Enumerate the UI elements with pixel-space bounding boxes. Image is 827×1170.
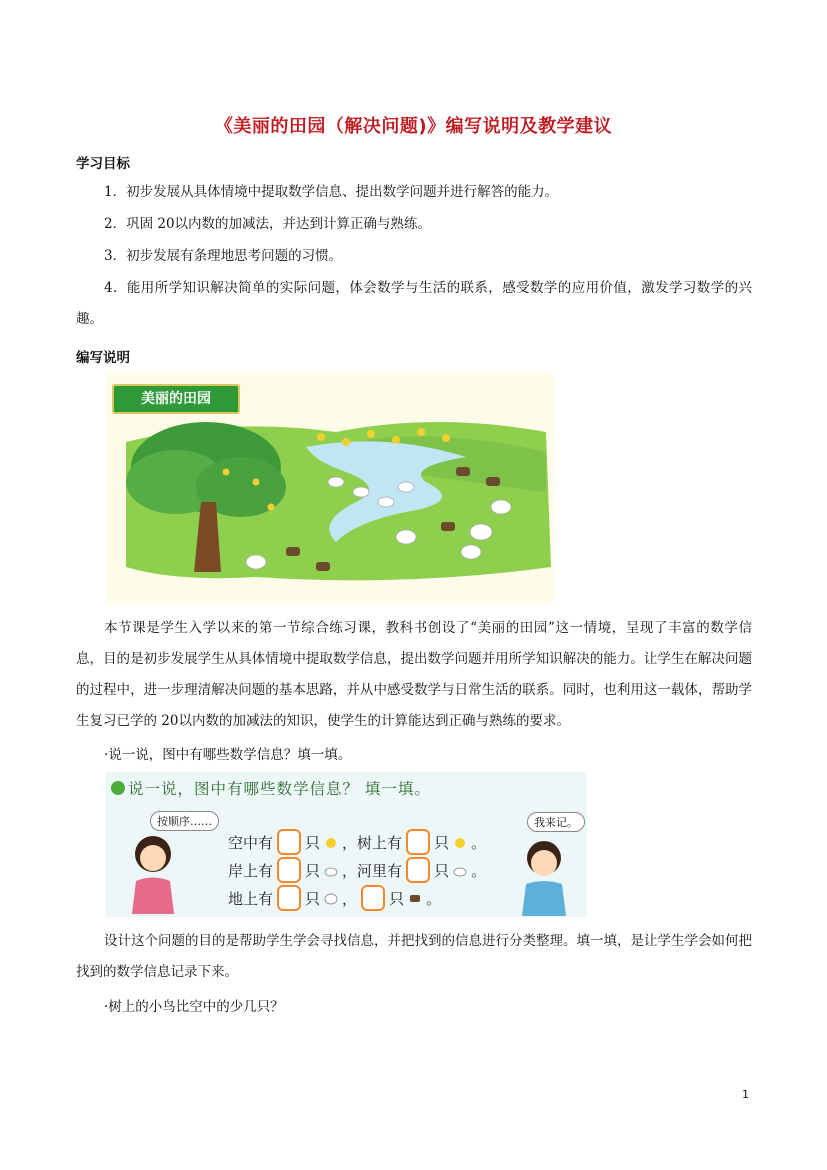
row3-unit-b: 只	[305, 889, 321, 908]
figure-label-badge: 美丽的田园	[112, 384, 240, 414]
goal-item-4: 4．能用所学知识解决简单的实际问题，体会数学与生活的联系，感受数学的应用价值，激发学习数学的兴趣。	[76, 280, 752, 327]
answer-blank[interactable]	[361, 885, 385, 911]
row1-label-c: ，树上有	[342, 833, 403, 852]
exercise-row-1	[228, 829, 486, 855]
green-dot-icon	[111, 781, 125, 795]
row1-unit-d: 只	[434, 833, 450, 852]
exercise-row-3	[228, 885, 441, 911]
answer-blank[interactable]	[406, 857, 430, 883]
exercise-title: 说一说，图中有哪些数学信息？ 填一填。	[128, 780, 431, 798]
row2-end: 。	[471, 861, 487, 880]
answer-blank[interactable]	[277, 829, 301, 855]
goal-item-2: 2．巩固 20以内数的加减法，并达到计算正确与熟练。	[104, 216, 432, 232]
exercise-row-2	[228, 857, 486, 883]
answer-blank[interactable]	[406, 829, 430, 855]
design-paragraph: 设计这个问题的目的是帮助学生学会寻找信息，并把找到的信息进行分类整理。填一填，是让学生学会如何把找到的数学信息记录下来。	[76, 933, 752, 980]
tree-bird-icon	[453, 835, 467, 849]
boy-icon	[512, 832, 577, 917]
prompt-bullet-2: ·树上的小鸟比空中的少几只？	[104, 999, 284, 1015]
row2-unit-d: 只	[434, 861, 450, 880]
row1-end: 。	[471, 833, 487, 852]
girl-icon	[118, 826, 188, 916]
row2-unit-b: 只	[305, 861, 321, 880]
river-duck-icon	[453, 863, 467, 877]
answer-blank[interactable]	[277, 885, 301, 911]
row3-end: 。	[426, 889, 442, 908]
document-title: 《美丽的田园（解决问题)》编写说明及教学建议	[214, 116, 613, 137]
row1-unit-b: 只	[305, 833, 321, 852]
speech-bubble-right: 我来记。	[527, 812, 585, 832]
page-number: 1	[742, 1088, 749, 1101]
row2-label-a: 岸上有	[228, 861, 274, 880]
row3-label-c: ，	[342, 889, 358, 908]
goal-item-1: 1．初步发展从具体情境中提取数学信息、提出数学问题并进行解答的能力。	[104, 184, 559, 200]
description-paragraph: 本节课是学生入学以来的第一节综合练习课，教科书创设了“美丽的田园”这一情境，呈现了丰富的数学信息，目的是初步发展学生从具体情境中提取数学信息，提出数学问题并用所学知识解决的能力。让学生在解决问题的过程中，进一步理清解决问题的基本思路，并从中感受数学与日常生活的联系。同时，也利用这一载体，帮助学生复习已学的 20以内数的加减法的知识，使学生的计算能达到正确与熟练的要求。	[76, 620, 752, 729]
answer-blank[interactable]	[277, 857, 301, 883]
speech-bubble-left: 按顺序……	[150, 811, 219, 831]
goal-item-3: 3．初步发展有条理地思考问题的习惯。	[104, 248, 343, 264]
prompt-bullet-1: ·说一说，图中有哪些数学信息？填一填。	[104, 747, 352, 763]
shore-duck-icon	[324, 863, 338, 877]
row1-label-a: 空中有	[228, 833, 274, 852]
section-heading-goals: 学习目标	[76, 156, 130, 172]
section-heading-writing: 编写说明	[76, 350, 130, 366]
row2-label-c: ，河里有	[342, 861, 403, 880]
sheep-icon	[324, 891, 338, 905]
row3-label-a: 地上有	[228, 889, 274, 908]
flying-bird-icon	[324, 835, 338, 849]
goat-icon	[408, 891, 422, 905]
row3-unit-d: 只	[389, 889, 405, 908]
